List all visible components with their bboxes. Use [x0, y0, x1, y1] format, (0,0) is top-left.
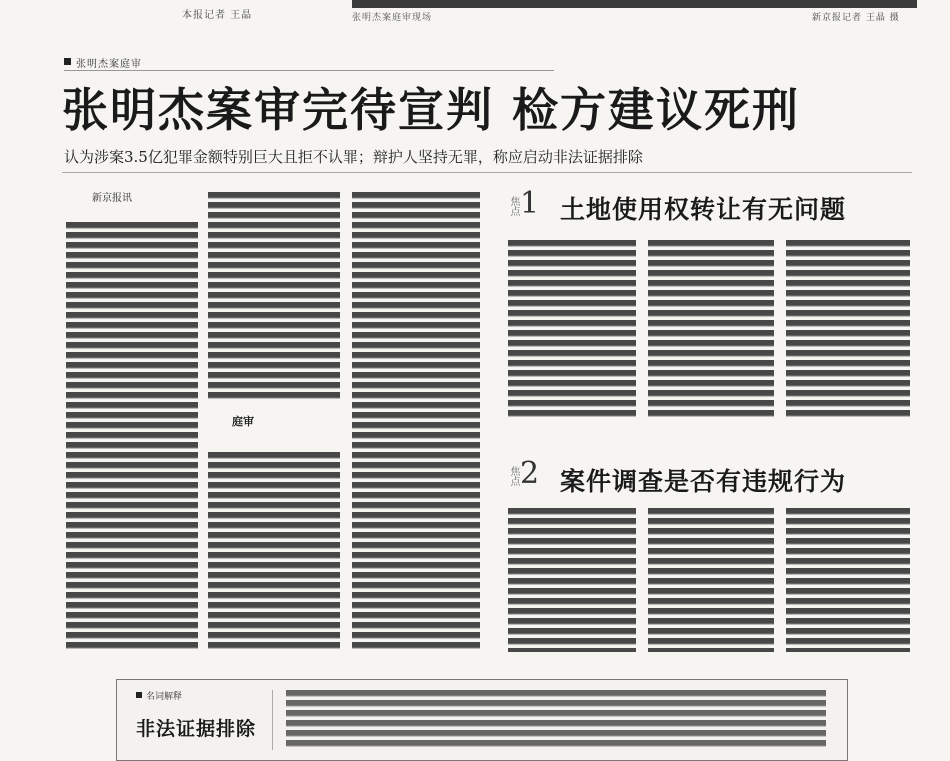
column-2-subhead: 庭审: [232, 415, 254, 428]
section-2-col-a: [508, 508, 636, 652]
box-title: 非法证据排除: [136, 718, 257, 740]
kicker-rule: [64, 70, 554, 71]
subheadline: 认为涉案3.5亿犯罪金额特别巨大且拒不认罪；辩护人坚持无罪，称应启动非法证据排除: [64, 148, 643, 166]
section-2-number: 2: [520, 456, 540, 491]
dateline: 新京报讯: [92, 193, 132, 204]
headline-rule: [62, 172, 912, 173]
section-1-col-a: [508, 240, 636, 420]
section-2-marker: 焦点: [508, 466, 519, 486]
box-divider: [272, 690, 273, 750]
headline: 张明杰案审完待宣判 检方建议死刑: [62, 83, 801, 137]
box-kicker: 名词解释: [146, 692, 183, 702]
kicker-label: 张明杰案庭审: [76, 59, 142, 70]
section-2-col-c: [786, 508, 910, 652]
photo-caption: 张明杰案庭审现场: [352, 13, 433, 23]
box-kicker-square-icon: [136, 692, 142, 698]
column-2-text-top: [208, 192, 340, 402]
photo-credit: 新京报记者 王晶 摄: [812, 13, 900, 23]
section-2-col-b: [648, 508, 774, 652]
section-1-number: 1: [520, 186, 540, 221]
section-1-marker: 焦点: [508, 196, 519, 216]
top-photo: [352, 0, 917, 8]
box-text: [286, 690, 826, 750]
section-1-col-b: [648, 240, 774, 420]
section-2-title: 案件调查是否有违规行为: [560, 467, 847, 496]
top-left-byline: 本报记者 王晶: [182, 10, 253, 21]
column-2-text-bottom: [208, 452, 340, 652]
column-1-text: [66, 222, 198, 652]
section-1-title: 土地使用权转让有无问题: [560, 195, 847, 224]
kicker-square-icon: [64, 58, 71, 65]
column-3-text: [352, 192, 480, 652]
section-1-col-c: [786, 240, 910, 420]
